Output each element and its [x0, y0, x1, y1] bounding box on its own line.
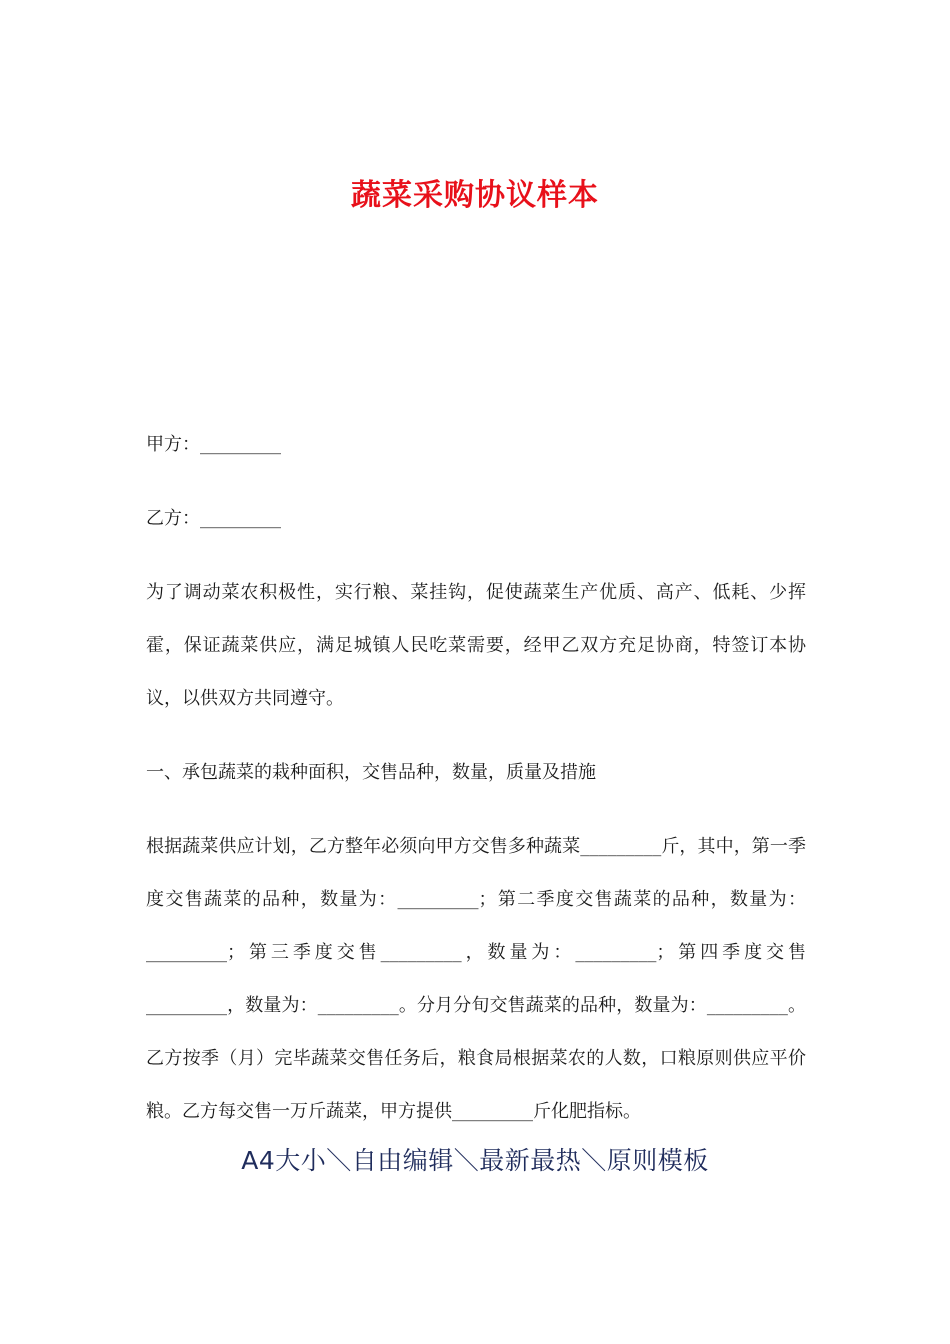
- party-b-line: 乙方：_________: [146, 508, 281, 529]
- document-title: 蔬菜采购协议样本: [351, 178, 599, 213]
- footer-banner: A4大小＼自由编辑＼最新最热＼原则模板: [241, 1146, 709, 1175]
- section-1-body: 根据蔬菜供应计划，乙方整年必须向甲方交售多种蔬菜_________斤，其中，第一季度交售蔬菜的品种，数量为：_________；第二季度交售蔬菜的品种，数量为：_________；第三季度交售_________，数量为：_________；第四季度交售_________，数量为：_________。分月分旬交售蔬菜的品种，数量为：_________。乙方按季（月）完毕蔬菜交售任务后，粮食局根据菜农的人数，口粮原则供应平价粮。乙方每交售一万斤蔬菜，甲方提供_________斤化肥指标。: [146, 836, 806, 1122]
- party-a-line: 甲方：_________: [146, 434, 281, 455]
- document-body: [146, 418, 806, 1159]
- intro-paragraph: 为了调动菜农积极性，实行粮、菜挂钩，促使蔬菜生产优质、高产、低耗、少挥霍，保证蔬菜供应，满足城镇人民吃菜需要，经甲乙双方充足协商，特签订本协议，以供双方共同遵守。: [146, 582, 806, 709]
- section-1-heading: 一、承包蔬菜的栽种面积，交售品种，数量，质量及措施: [146, 762, 596, 783]
